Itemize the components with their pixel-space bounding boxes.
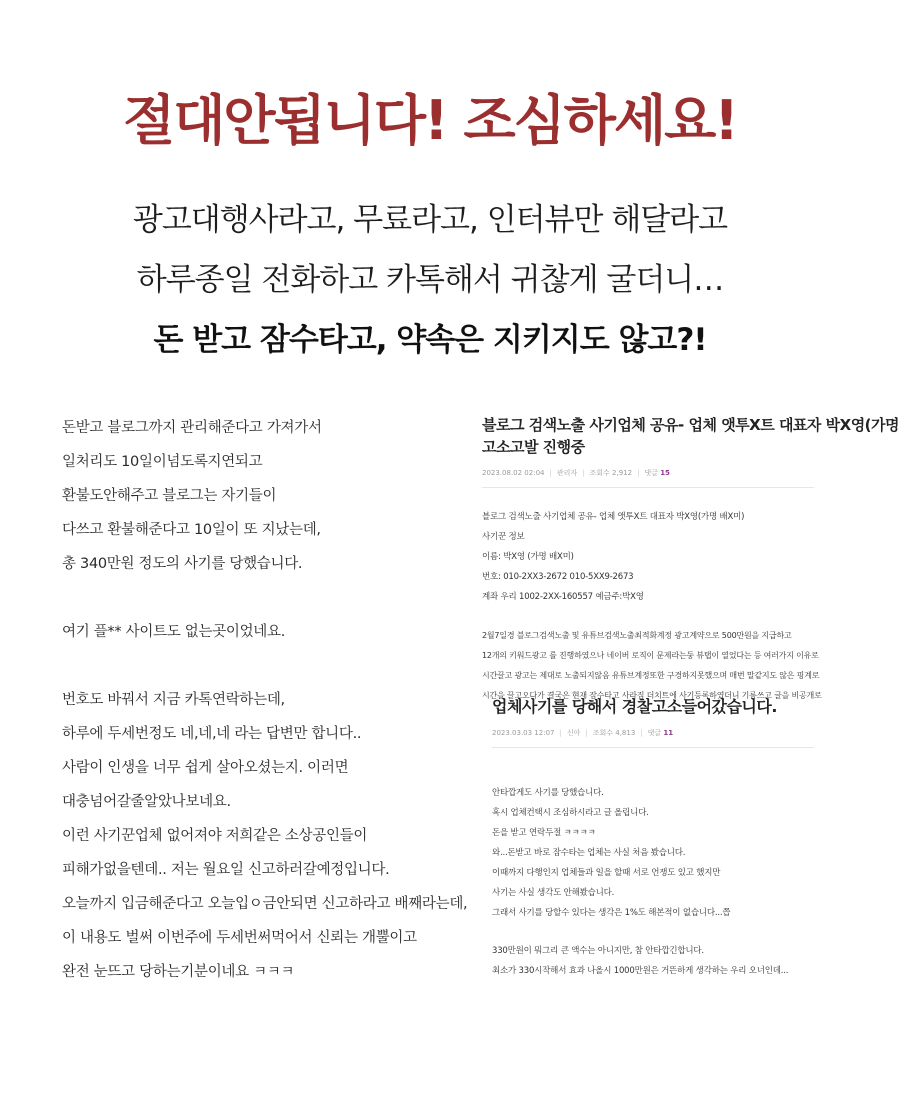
post-line: 사기꾼 정보 (482, 532, 525, 542)
post-views: 조회수 4,813 (592, 729, 636, 737)
post-line: 계좌 우리 1002-2XX-160557 예금주:박X영 (482, 592, 644, 602)
post-line: 혹시 업체컨택시 조심하시라고 글 올립니다. (492, 808, 649, 818)
post-body (482, 512, 822, 710)
headline: 절대안됩니다! 조심하세요! (123, 89, 737, 152)
post-screenshot-1 (482, 414, 899, 700)
story-line: 피해가없을텐데.. 저는 월요일 신고하러갈예정입니다. (62, 862, 390, 878)
subtitle-line-3: 돈 받고 잠수타고, 약속은 지키지도 않고?! (153, 322, 707, 358)
post-line: 330만원이 뭐그리 큰 액수는 아니지만, 참 안타깝긴합니다. (492, 946, 704, 956)
post-views: 조회수 2,912 (589, 469, 633, 477)
post-comments-label: 댓글 (647, 729, 662, 737)
post-line: 사기는 사실 생각도 안해봤습니다. (492, 888, 615, 898)
post-meta: 2023.08.02 02:04 | 관리자 | 조회수 2,912 | 댓글 15 (482, 468, 814, 488)
post-comments-label: 댓글 (644, 469, 658, 477)
post-line: 번호: 010-2XX3-2672 010-5XX9-2673 (482, 572, 634, 582)
story-line: 일처리도 10일이넘도록지연되고 (62, 454, 263, 470)
post-line: 돈을 받고 연락두절 ㅋㅋㅋㅋ (492, 828, 596, 838)
post-line: 시간을 끌고오다가 결국은 현재 잠수타고 사라짐 더치트에 사기등록하였더니 기름쓰고 글을 비공개로 (482, 691, 822, 700)
story-line: 환불도안해주고 블로그는 자기들이 (62, 488, 277, 504)
story-line: 돈받고 블로그까지 관리해준다고 가져가서 (62, 420, 322, 436)
post-line: 블로그 검색노출 사기업체 공유- 업체 앳투X트 대표자 박X영(가명 배X미) (482, 512, 745, 522)
post-line: 이름: 박X영 (가명 배X미) (482, 552, 574, 562)
story-line: 오늘까지 입금해준다고 오늘입ㅇ금안되면 신고하라고 배째라는데, (62, 896, 468, 912)
story-line: 번호도 바꿔서 지금 카톡연락하는데, (62, 692, 285, 708)
story-line: 총 340만원 정도의 사기를 당했습니다. (62, 556, 303, 572)
story-line: 여기 플** 사이트도 없는곳이었네요. (62, 624, 286, 640)
story-line: 완전 눈뜨고 당하는기분이네요 ㅋㅋㅋ (62, 964, 295, 980)
post-date: 2023.08.02 02:04 (482, 469, 545, 477)
post-line: 2월7일경 블로그검색노출 및 유튜브검색노출최적화계정 광고계약으로 500만원을 지급하고 (482, 631, 792, 640)
post-line: 최소가 330시작해서 효과 나올시 1000만원은 거뜬하게 생각하는 우리 오너인데... (492, 966, 789, 976)
post-date: 2023.03.03 12:07 (492, 729, 555, 737)
story-text (62, 418, 482, 996)
story-line: 사람이 인생을 너무 쉽게 살아오셨는지. 이러면 (62, 760, 349, 776)
post-author: 관리자 (556, 469, 578, 477)
post-meta: 2023.03.03 12:07 | 신아 | 조회수 4,813 | 댓글 11 (492, 728, 814, 748)
post-title: 업체사기를 당해서 경찰고소들어갔습니다. (492, 697, 777, 716)
post-line: 시간끌고 광고는 제대로 노출되지않음 유튜브계정또한 구경하지못했으며 매번 말같지도 않은 핑계로 (482, 671, 820, 680)
comment-count: 11 (663, 729, 674, 737)
post-line: 12개의 키워드광고 를 진행하였으나 네이버 로직이 문제라는둥 뷰탭이 열었다는 등 여러가지 이유로 (482, 651, 819, 660)
story-line: 이 내용도 벌써 이번주에 두세번써먹어서 신뢰는 개뿔이고 (62, 930, 417, 946)
story-line: 하루에 두세번정도 네,네,네 라는 답변만 합니다.. (62, 726, 362, 742)
post-line: 안타깝게도 사기를 당했습니다. (492, 788, 604, 798)
post-body (492, 788, 814, 986)
subtitle-line-2: 하루종일 전화하고 카톡해서 귀찮게 굴더니… (136, 262, 724, 298)
post-author: 신아 (566, 729, 581, 737)
subtitle-line-1: 광고대행사라고, 무료라고, 인터뷰만 해달라고 (132, 202, 728, 238)
story-line: 다쓰고 환불해준다고 10일이 또 지났는데, (62, 522, 321, 538)
story-line: 대충넘어갈줄알았나보네요. (62, 794, 231, 810)
post-title: 블로그 검색노출 사기업체 공유- 업체 앳투X트 대표자 박X영(가명 (482, 416, 899, 434)
post-line: 이때까지 다행인지 업체들과 일을 할때 서로 언쟁도 있고 했지만 (492, 868, 721, 878)
post-line: 와...돈받고 바로 잠수타는 업체는 사실 처음 봤습니다. (492, 848, 686, 858)
post-line: 그래서 사기를 당할수 있다는 생각은 1%도 해본적이 없습니다...쯥 (492, 908, 731, 918)
post-screenshot-2 (482, 696, 814, 978)
post-title: 고소고발 진행중 (482, 438, 585, 456)
comment-count: 15 (660, 469, 670, 477)
story-line: 이런 사기꾼업체 없어져야 저희같은 소상공인들이 (62, 828, 368, 844)
